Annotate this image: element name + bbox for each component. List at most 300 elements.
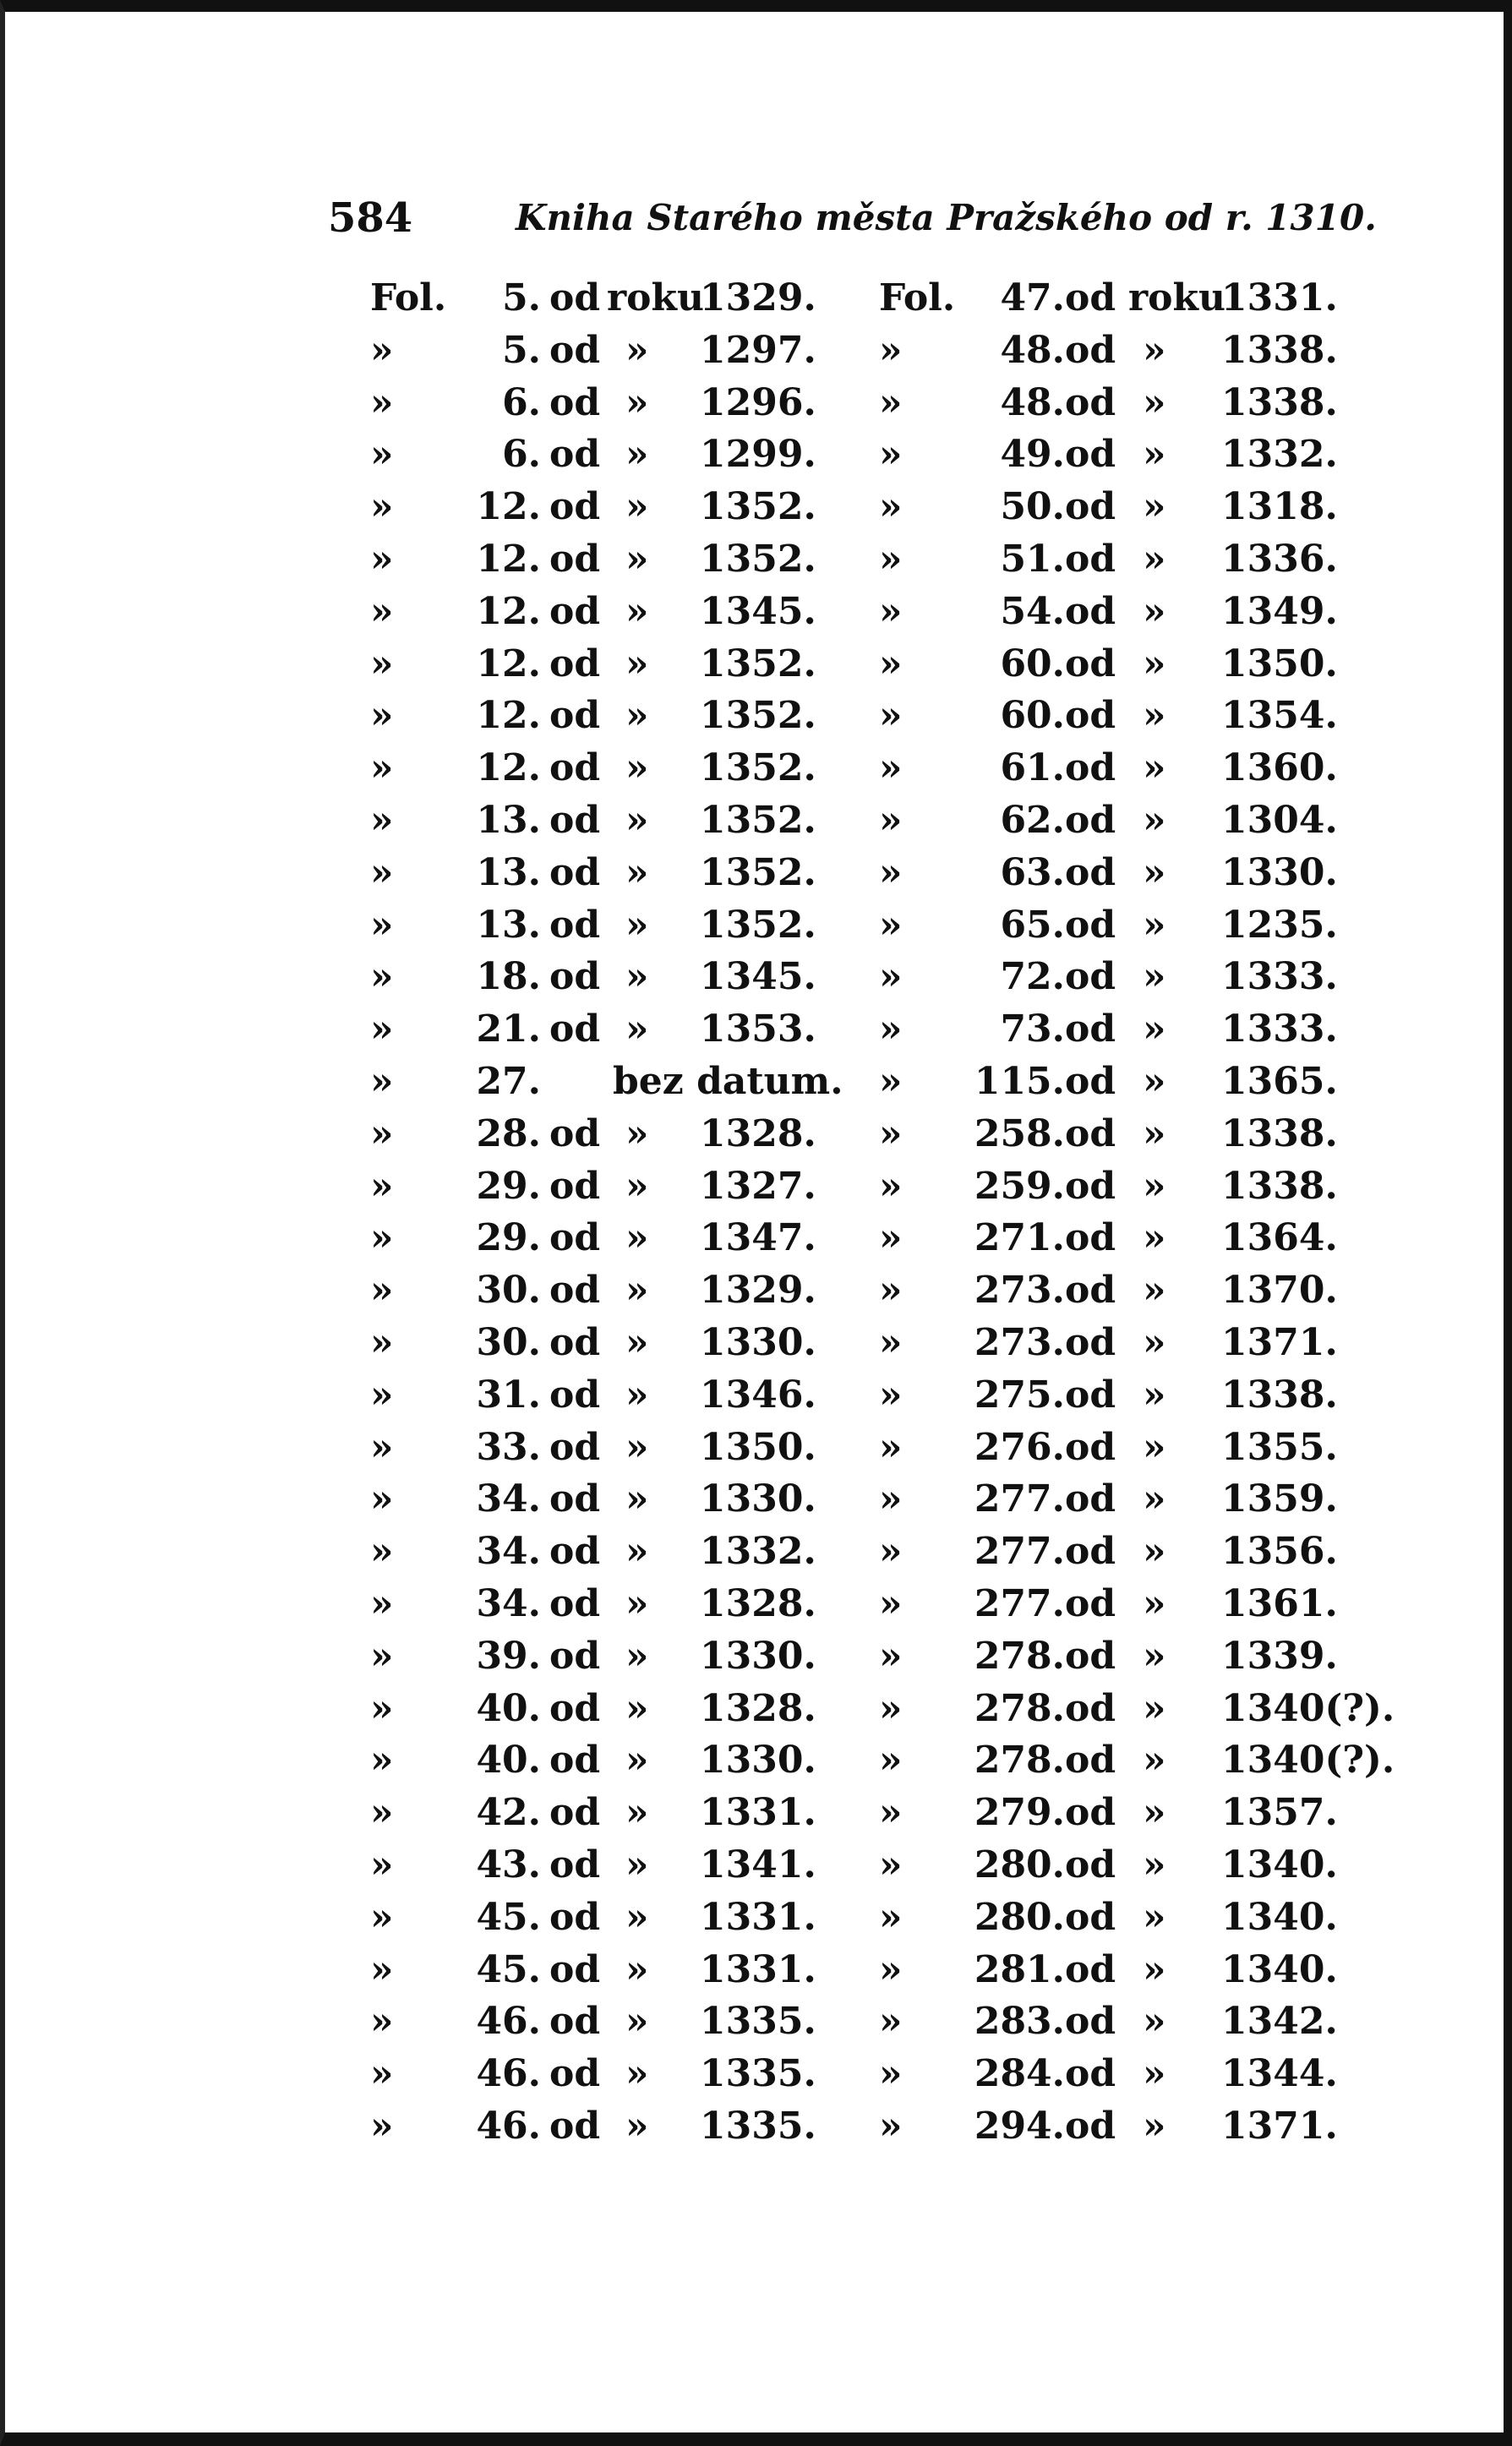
left-folio-number: 21.: [476, 1007, 541, 1051]
right-year: 1333.: [1221, 1007, 1338, 1051]
left-ditto-mark: »: [625, 433, 649, 477]
left-od: od: [549, 1111, 601, 1155]
right-od: od: [1065, 1581, 1116, 1625]
right-od: od: [1065, 1320, 1116, 1364]
left-folio-number: 45.: [476, 1895, 541, 1939]
right-year: 1338.: [1221, 380, 1338, 424]
right-folio-number: 277.: [974, 1581, 1065, 1625]
left-folio-number: 18.: [476, 955, 541, 999]
right-folio-number: 54.: [1000, 589, 1065, 633]
right-folio-number: 259.: [974, 1164, 1065, 1208]
table-row: [0, 377, 1512, 429]
left-ditto-fol: »: [370, 1739, 394, 1783]
left-folio-number: 46.: [476, 2104, 541, 2148]
right-folio-number: 258.: [974, 1111, 1065, 1155]
left-ditto-mark: »: [625, 485, 649, 529]
right-year: 1357.: [1221, 1791, 1338, 1835]
right-ditto-fol: »: [879, 2052, 903, 2096]
right-folio-number: 283.: [974, 2000, 1065, 2044]
right-folio-number: 72.: [1000, 955, 1065, 999]
table-row: [0, 325, 1512, 377]
right-ditto-mark: »: [1143, 1739, 1166, 1783]
left-od: od: [549, 276, 601, 319]
left-ditto-mark: »: [625, 2000, 649, 2044]
left-od: od: [549, 642, 601, 685]
left-ditto-mark: »: [625, 642, 649, 685]
right-ditto-fol: »: [879, 328, 903, 372]
left-ditto-fol: »: [370, 380, 394, 424]
left-year: 1327.: [700, 1164, 816, 1208]
left-folio-number: 40.: [476, 1686, 541, 1730]
right-ditto-mark: »: [1143, 798, 1166, 842]
left-year: 1330.: [700, 1477, 816, 1521]
left-ditto-mark: »: [625, 1007, 649, 1051]
right-ditto-fol: »: [879, 798, 903, 842]
right-ditto-mark: »: [1143, 433, 1166, 477]
right-ditto-fol: »: [879, 1320, 903, 1364]
left-folio-number: 27.: [476, 1059, 541, 1103]
right-ditto-fol: »: [879, 1164, 903, 1208]
left-year: 1335.: [700, 2104, 816, 2148]
left-ditto-mark: »: [625, 955, 649, 999]
left-year: 1352.: [700, 903, 816, 947]
right-folio-number: 47.: [1000, 276, 1065, 319]
right-ditto-fol: »: [879, 2000, 903, 2044]
right-year: 1340.: [1221, 1895, 1338, 1939]
right-year: 1371.: [1221, 1320, 1338, 1364]
left-folio-number: 40.: [476, 1739, 541, 1783]
left-ditto-fol: »: [370, 1581, 394, 1625]
right-folio-number: 280.: [974, 1843, 1065, 1886]
right-od: od: [1065, 1843, 1116, 1886]
table-row: [0, 1473, 1512, 1526]
right-ditto-fol: »: [879, 1530, 903, 1574]
left-year: 1297.: [700, 328, 816, 372]
left-od: od: [549, 589, 601, 633]
table-row: [0, 1787, 1512, 1839]
left-od: od: [549, 1634, 601, 1678]
right-folio-number: 278.: [974, 1634, 1065, 1678]
right-year: 1371.: [1221, 2104, 1338, 2148]
left-ditto-fol: »: [370, 642, 394, 685]
left-year: 1296.: [700, 380, 816, 424]
table-row: [0, 1578, 1512, 1630]
left-folio-number: 46.: [476, 2052, 541, 2096]
left-od: od: [549, 1843, 601, 1886]
right-year: 1370.: [1221, 1269, 1338, 1313]
right-ditto-fol: »: [879, 2104, 903, 2148]
right-od: od: [1065, 2000, 1116, 2044]
right-year: 1340(?).: [1221, 1739, 1395, 1783]
right-year: 1336.: [1221, 537, 1338, 581]
left-year: 1335.: [700, 2052, 816, 2096]
right-od: od: [1065, 694, 1116, 738]
right-folio-number: 48.: [1000, 380, 1065, 424]
left-ditto-mark: »: [625, 1895, 649, 1939]
left-folio-number: 43.: [476, 1843, 541, 1886]
left-folio-number: 34.: [476, 1530, 541, 1574]
table-row: [0, 1160, 1512, 1213]
right-od: od: [1065, 1791, 1116, 1835]
right-ditto-fol: »: [879, 1477, 903, 1521]
table-row: [0, 2048, 1512, 2100]
left-ditto-mark: »: [625, 1269, 649, 1313]
left-year: 1352.: [700, 798, 816, 842]
right-od: od: [1065, 1425, 1116, 1469]
table-row: [0, 1526, 1512, 1578]
right-year: 1356.: [1221, 1530, 1338, 1574]
left-ditto-mark: »: [625, 1739, 649, 1783]
right-ditto-mark: »: [1143, 1791, 1166, 1835]
left-folio-number: 5.: [502, 276, 541, 319]
right-ditto-mark: »: [1143, 1686, 1166, 1730]
right-ditto-fol: »: [879, 1059, 903, 1103]
right-ditto-mark: »: [1143, 1111, 1166, 1155]
right-folio-number: 48.: [1000, 328, 1065, 372]
right-year: 1339.: [1221, 1634, 1338, 1678]
right-folio-number: 273.: [974, 1269, 1065, 1313]
left-ditto-fol: »: [370, 1320, 394, 1364]
left-ditto-mark: »: [625, 1843, 649, 1886]
left-od: od: [549, 1216, 601, 1260]
right-year: 1318.: [1221, 485, 1338, 529]
left-year: 1328.: [700, 1686, 816, 1730]
page-number: 584: [328, 194, 413, 242]
right-ditto-fol: »: [879, 1947, 903, 1991]
table-row: [0, 1369, 1512, 1422]
right-year: 1235.: [1221, 903, 1338, 947]
right-ditto-mark: »: [1143, 850, 1166, 894]
right-ditto-mark: »: [1143, 589, 1166, 633]
right-year: 1333.: [1221, 955, 1338, 999]
left-od: od: [549, 537, 601, 581]
right-ditto-fol: »: [879, 1269, 903, 1313]
right-od: od: [1065, 1686, 1116, 1730]
right-ditto-mark: »: [1143, 642, 1166, 685]
right-od: od: [1065, 2052, 1116, 2096]
right-year: 1340(?).: [1221, 1686, 1395, 1730]
left-folio-number: 12.: [476, 642, 541, 685]
left-ditto-mark: »: [625, 1686, 649, 1730]
right-ditto-fol: »: [879, 694, 903, 738]
left-ditto-fol: »: [370, 537, 394, 581]
left-year: 1347.: [700, 1216, 816, 1260]
left-od: od: [549, 1164, 601, 1208]
left-folio-number: 29.: [476, 1164, 541, 1208]
left-year: 1332.: [700, 1530, 816, 1574]
left-ditto-mark: »: [625, 1216, 649, 1260]
right-folio-number: 294.: [974, 2104, 1065, 2148]
left-od: od: [549, 1686, 601, 1730]
right-ditto-fol: »: [879, 1686, 903, 1730]
left-year: 1352.: [700, 694, 816, 738]
right-od: od: [1065, 746, 1116, 790]
right-od: od: [1065, 328, 1116, 372]
table-row: [0, 1317, 1512, 1369]
right-od: od: [1065, 1007, 1116, 1051]
left-folio-number: 45.: [476, 1947, 541, 1991]
left-year: 1345.: [700, 589, 816, 633]
right-ditto-fol: »: [879, 1111, 903, 1155]
right-ditto-mark: »: [1143, 1530, 1166, 1574]
left-ditto-mark: »: [625, 1111, 649, 1155]
left-ditto-fol: »: [370, 1791, 394, 1835]
right-ditto-fol: »: [879, 1216, 903, 1260]
table-row: [0, 951, 1512, 1003]
left-ditto-mark: »: [625, 1164, 649, 1208]
right-year: 1340.: [1221, 1947, 1338, 1991]
right-year: 1338.: [1221, 1373, 1338, 1417]
left-year: 1352.: [700, 485, 816, 529]
left-ditto-fol: »: [370, 1895, 394, 1939]
table-row: [0, 1944, 1512, 1996]
table-row: [0, 2100, 1512, 2153]
left-ditto-mark: »: [625, 1425, 649, 1469]
right-roku: roku: [1128, 276, 1226, 319]
left-ditto-mark: »: [625, 1320, 649, 1364]
left-folio-number: 13.: [476, 903, 541, 947]
left-year: 1341.: [700, 1843, 816, 1886]
left-od: od: [549, 1739, 601, 1783]
table-row: [0, 690, 1512, 742]
right-ditto-fol: »: [879, 1634, 903, 1678]
right-od: od: [1065, 1373, 1116, 1417]
right-folio-number: 61.: [1000, 746, 1065, 790]
left-ditto-mark: »: [625, 328, 649, 372]
table-row: [0, 533, 1512, 586]
left-od: od: [549, 1581, 601, 1625]
left-year: 1329.: [700, 276, 816, 319]
right-year: 1338.: [1221, 328, 1338, 372]
right-year: 1304.: [1221, 798, 1338, 842]
left-ditto-fol: »: [370, 903, 394, 947]
right-ditto-mark: »: [1143, 537, 1166, 581]
left-year: 1335.: [700, 2000, 816, 2044]
right-ditto-fol: »: [879, 1581, 903, 1625]
left-ditto-mark: »: [625, 1791, 649, 1835]
right-year: 1354.: [1221, 694, 1338, 738]
left-folio-number: 13.: [476, 798, 541, 842]
left-year: 1352.: [700, 537, 816, 581]
left-ditto-fol: »: [370, 2052, 394, 2096]
left-year: 1330.: [700, 1739, 816, 1783]
left-year: 1350.: [700, 1425, 816, 1469]
right-ditto-mark: »: [1143, 1164, 1166, 1208]
left-ditto-mark: »: [625, 1477, 649, 1521]
right-folio-number: 284.: [974, 2052, 1065, 2096]
left-folio-number: 31.: [476, 1373, 541, 1417]
right-od: od: [1065, 1477, 1116, 1521]
right-ditto-fol: »: [879, 642, 903, 685]
left-od: od: [549, 1320, 601, 1364]
left-year: 1299.: [700, 433, 816, 477]
left-folio-number: 34.: [476, 1581, 541, 1625]
table-row: [0, 481, 1512, 533]
right-folio-number: 280.: [974, 1895, 1065, 1939]
right-od: od: [1065, 1269, 1116, 1313]
right-od: od: [1065, 589, 1116, 633]
left-ditto-fol: »: [370, 1269, 394, 1313]
table-row: [0, 429, 1512, 481]
left-ditto-mark: »: [625, 380, 649, 424]
table-row: [0, 794, 1512, 847]
right-ditto-fol: »: [879, 903, 903, 947]
left-ditto-mark: »: [625, 694, 649, 738]
left-od: od: [549, 380, 601, 424]
left-year: 1345.: [700, 955, 816, 999]
right-ditto-mark: »: [1143, 1216, 1166, 1260]
right-ditto-mark: »: [1143, 1477, 1166, 1521]
left-ditto-fol: »: [370, 798, 394, 842]
table-row: [0, 742, 1512, 794]
right-od: od: [1065, 642, 1116, 685]
right-od: od: [1065, 798, 1116, 842]
right-od: od: [1065, 1216, 1116, 1260]
left-folio-number: 12.: [476, 694, 541, 738]
left-od: od: [549, 798, 601, 842]
left-folio-number: 12.: [476, 746, 541, 790]
left-ditto-fol: »: [370, 694, 394, 738]
right-ditto-mark: »: [1143, 2104, 1166, 2148]
left-ditto-fol: »: [370, 1111, 394, 1155]
left-od: od: [549, 903, 601, 947]
left-ditto-fol: »: [370, 1425, 394, 1469]
folio-table: [0, 272, 1512, 2153]
right-ditto-fol: »: [879, 433, 903, 477]
right-od: od: [1065, 433, 1116, 477]
right-ditto-fol: »: [879, 1843, 903, 1886]
left-year: 1352.: [700, 850, 816, 894]
right-ditto-mark: »: [1143, 1269, 1166, 1313]
left-od: od: [549, 485, 601, 529]
left-od: od: [549, 2052, 601, 2096]
left-od: od: [549, 2000, 601, 2044]
right-year: 1340.: [1221, 1843, 1338, 1886]
right-ditto-fol: »: [879, 1895, 903, 1939]
left-ditto-mark: »: [625, 1634, 649, 1678]
left-ditto-fol: »: [370, 1007, 394, 1051]
table-row: [0, 1003, 1512, 1056]
left-folio-number: 12.: [476, 485, 541, 529]
right-folio-number: 279.: [974, 1791, 1065, 1835]
right-ditto-fol: »: [879, 537, 903, 581]
right-ditto-fol: »: [879, 1791, 903, 1835]
right-ditto-fol: »: [879, 955, 903, 999]
left-year: 1352.: [700, 746, 816, 790]
table-row: [0, 1630, 1512, 1683]
left-ditto-fol: »: [370, 1843, 394, 1886]
right-od: od: [1065, 2104, 1116, 2148]
left-year: 1352.: [700, 642, 816, 685]
right-folio-number: 50.: [1000, 485, 1065, 529]
right-od: od: [1065, 485, 1116, 529]
right-folio-number: 276.: [974, 1425, 1065, 1469]
right-year: 1364.: [1221, 1216, 1338, 1260]
left-ditto-mark: »: [625, 798, 649, 842]
right-ditto-mark: »: [1143, 1007, 1166, 1051]
left-year: 1331.: [700, 1791, 816, 1835]
left-ditto-mark: »: [625, 2052, 649, 2096]
left-ditto-fol: »: [370, 1530, 394, 1574]
table-row: [0, 1108, 1512, 1160]
table-row: [0, 1212, 1512, 1264]
left-folio-number: 33.: [476, 1425, 541, 1469]
right-folio-number: 115.: [974, 1059, 1065, 1103]
right-ditto-mark: »: [1143, 1843, 1166, 1886]
right-od: od: [1065, 1111, 1116, 1155]
table-row: [0, 1683, 1512, 1735]
right-ditto-mark: »: [1143, 1425, 1166, 1469]
left-year: 1328.: [700, 1581, 816, 1625]
right-year: 1350.: [1221, 642, 1338, 685]
left-od: od: [549, 1477, 601, 1521]
right-ditto-mark: »: [1143, 903, 1166, 947]
right-ditto-fol: »: [879, 380, 903, 424]
left-ditto-fol: »: [370, 2104, 394, 2148]
left-year: 1328.: [700, 1111, 816, 1155]
right-folio-number: 62.: [1000, 798, 1065, 842]
right-ditto-fol: »: [879, 485, 903, 529]
left-ditto-fol: »: [370, 1059, 394, 1103]
left-od: od: [549, 1530, 601, 1574]
right-year: 1332.: [1221, 433, 1338, 477]
right-year: 1349.: [1221, 589, 1338, 633]
left-ditto-fol: »: [370, 1477, 394, 1521]
left-ditto-fol: »: [370, 485, 394, 529]
table-row: [0, 847, 1512, 899]
right-year: 1365.: [1221, 1059, 1338, 1103]
right-year: 1359.: [1221, 1477, 1338, 1521]
left-year: 1330.: [700, 1634, 816, 1678]
right-ditto-mark: »: [1143, 1581, 1166, 1625]
right-ditto-mark: »: [1143, 694, 1166, 738]
right-year: 1342.: [1221, 2000, 1338, 2044]
left-folio-number: 29.: [476, 1216, 541, 1260]
left-ditto-mark: »: [625, 746, 649, 790]
table-row: [0, 1996, 1512, 2048]
left-ditto-fol: »: [370, 1634, 394, 1678]
right-od: od: [1065, 1634, 1116, 1678]
left-od: od: [549, 433, 601, 477]
left-ditto-mark: »: [625, 589, 649, 633]
left-od: od: [549, 1373, 601, 1417]
right-fol-label: Fol.: [879, 276, 956, 319]
right-ditto-fol: »: [879, 1007, 903, 1051]
right-od: od: [1065, 1059, 1116, 1103]
right-year: 1361.: [1221, 1581, 1338, 1625]
left-ditto-mark: »: [625, 1581, 649, 1625]
left-year: 1331.: [700, 1895, 816, 1939]
page-header: [0, 194, 1512, 245]
right-od: od: [1065, 1164, 1116, 1208]
left-year: 1353.: [700, 1007, 816, 1051]
right-ditto-mark: »: [1143, 485, 1166, 529]
right-od: od: [1065, 903, 1116, 947]
table-row: [0, 1422, 1512, 1474]
table-row: [0, 638, 1512, 691]
right-od: od: [1065, 537, 1116, 581]
right-folio-number: 277.: [974, 1477, 1065, 1521]
right-ditto-fol: »: [879, 1373, 903, 1417]
left-ditto-fol: »: [370, 1373, 394, 1417]
right-ditto-mark: »: [1143, 1634, 1166, 1678]
left-ditto-mark: »: [625, 537, 649, 581]
left-od: od: [549, 955, 601, 999]
left-od: od: [549, 1007, 601, 1051]
right-od: od: [1065, 1947, 1116, 1991]
right-ditto-mark: »: [1143, 955, 1166, 999]
table-row-header: [0, 272, 1512, 325]
